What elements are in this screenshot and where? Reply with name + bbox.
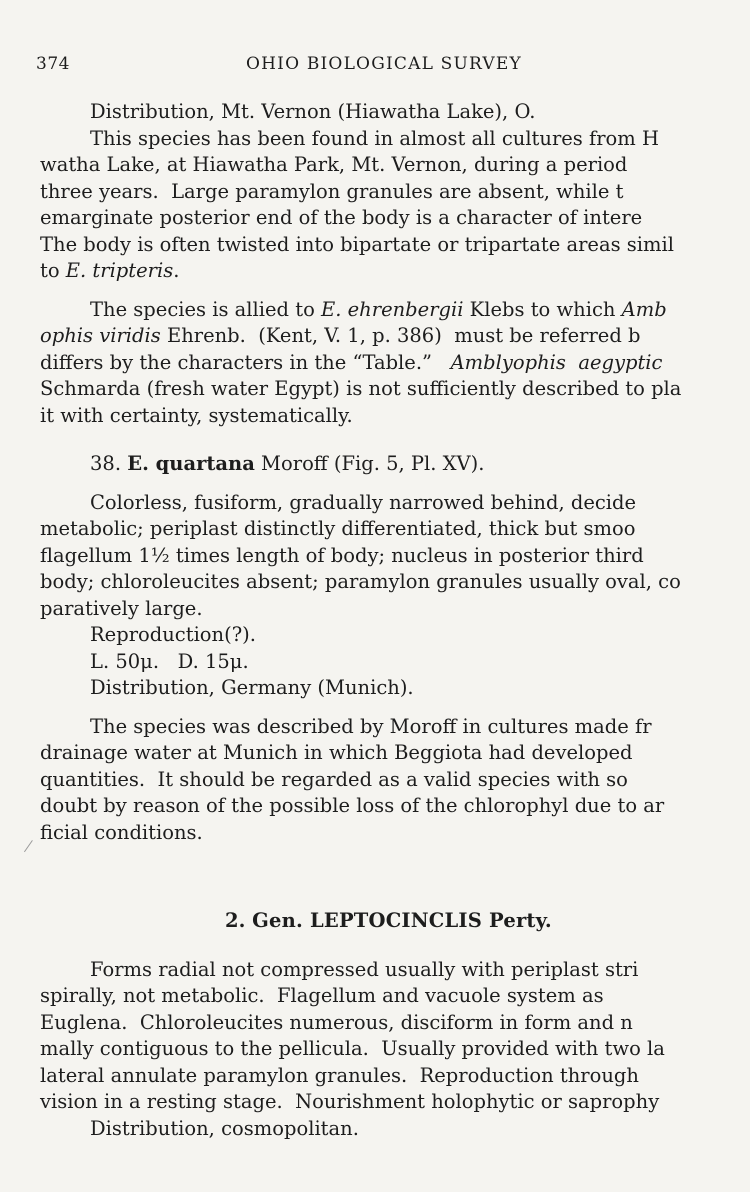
paragraph-line: emarginate posterior end of the body is a character of intere bbox=[40, 206, 643, 229]
paragraph-line: watha Lake, at Hiawatha Park, Mt. Vernon, during a period bbox=[40, 153, 628, 176]
species-number: 38. bbox=[90, 452, 122, 475]
section-gap bbox=[40, 846, 750, 908]
paragraph-line: The species was described by Moroff in cultures made fr bbox=[90, 714, 652, 738]
paragraph-line: Forms radial not compressed usually with periplast stri bbox=[90, 957, 639, 981]
page-number: 374 bbox=[36, 54, 70, 74]
paragraph-line: Euglena. Chloroleucites numerous, disciform in form and n bbox=[40, 1010, 633, 1034]
paragraph-line: three years. Large paramylon granules are absent, while t bbox=[40, 179, 624, 203]
reproduction-line: Reproduction(?). bbox=[90, 623, 256, 646]
paragraph-line: quantities. It should be regarded as a valid species with so bbox=[40, 767, 628, 791]
species-citation: Moroff (Fig. 5, Pl. XV). bbox=[254, 452, 485, 475]
paragraph-line: spirally, not metabolic. Flagellum and vacuole system as bbox=[40, 984, 604, 1007]
dimensions-line: L. 50μ. D. 15μ. bbox=[90, 649, 249, 673]
species-name-italic: E. tripteris bbox=[65, 259, 174, 282]
page-header bbox=[36, 54, 716, 78]
text-run: to bbox=[40, 259, 66, 282]
genus-number: 2. bbox=[225, 909, 246, 932]
paragraph-line: vision in a resting stage. Nourishment holophytic or saprophy bbox=[40, 1090, 660, 1113]
body-text bbox=[40, 99, 750, 1142]
paragraph-line bbox=[40, 258, 750, 285]
paragraph-line bbox=[40, 323, 750, 350]
paragraph-line: ficial conditions. bbox=[40, 820, 203, 844]
text-run: The species is allied to bbox=[90, 297, 322, 321]
paragraph-line bbox=[40, 297, 750, 324]
paragraph-line: paratively large. bbox=[40, 596, 203, 620]
paragraph-line: lateral annulate paramylon granules. Reproduction through bbox=[40, 1063, 639, 1087]
text-run: differs by the characters in the “Table.” bbox=[40, 350, 451, 374]
paragraph-line: This species has been found in almost all cultures from H bbox=[90, 126, 659, 150]
genus-name: Gen. LEPTOCINCLIS Perty. bbox=[252, 909, 552, 932]
distribution-line-germany: Distribution, Germany (Munich). bbox=[90, 676, 414, 699]
paragraph-gap bbox=[40, 429, 750, 451]
distribution-line-cosmopolitan: Distribution, cosmopolitan. bbox=[90, 1116, 359, 1140]
pencil-mark bbox=[24, 840, 41, 858]
paragraph-line: The body is often twisted into bipartate or tripartate areas simil bbox=[40, 232, 674, 256]
paragraph-line: it with certainty, systematically. bbox=[40, 403, 353, 427]
distribution-line-mt-vernon: Distribution, Mt. Vernon (Hiawatha Lake), O. bbox=[90, 100, 536, 123]
genus-heading bbox=[40, 908, 750, 935]
paragraph-line: flagellum 1½ times length of body; nucleus in posterior third bbox=[40, 543, 644, 567]
species-heading bbox=[40, 451, 750, 478]
paragraph-gap bbox=[40, 478, 750, 490]
species-name-italic: E. ehrenbergii bbox=[321, 297, 464, 321]
running-head: OHIO BIOLOGICAL SURVEY bbox=[246, 54, 522, 74]
species-name-italic: Amblyophis aegyptic bbox=[450, 350, 663, 374]
paragraph-gap bbox=[40, 702, 750, 714]
species-name-italic: Amb bbox=[621, 297, 667, 321]
text-run: Klebs to which bbox=[463, 297, 622, 321]
paragraph-line: Colorless, fusiform, gradually narrowed behind, decide bbox=[90, 490, 637, 514]
paragraph-line: drainage water at Munich in which Beggiota had developed bbox=[40, 741, 633, 764]
paragraph-line: metabolic; periplast distinctly differentiated, thick but smoo bbox=[40, 517, 636, 540]
text-run: . bbox=[173, 259, 180, 282]
species-name-italic: ophis viridis bbox=[40, 324, 161, 347]
paragraph-line: Schmarda (fresh water Egypt) is not sufficiently described to pla bbox=[40, 377, 682, 400]
paragraph-line: body; chloroleucites absent; paramylon granules usually oval, co bbox=[40, 570, 681, 593]
paragraph-gap bbox=[40, 285, 750, 297]
species-name: E. quartana bbox=[127, 452, 255, 475]
paragraph-gap bbox=[40, 935, 750, 957]
paragraph-line bbox=[40, 350, 750, 377]
paragraph-line: mally contiguous to the pellicula. Usually provided with two la bbox=[40, 1037, 665, 1060]
text-run: Ehrenb. (Kent, V. 1, p. 386) must be referred b bbox=[160, 324, 641, 347]
paragraph-line: doubt by reason of the possible loss of the chlorophyl due to ar bbox=[40, 794, 665, 817]
